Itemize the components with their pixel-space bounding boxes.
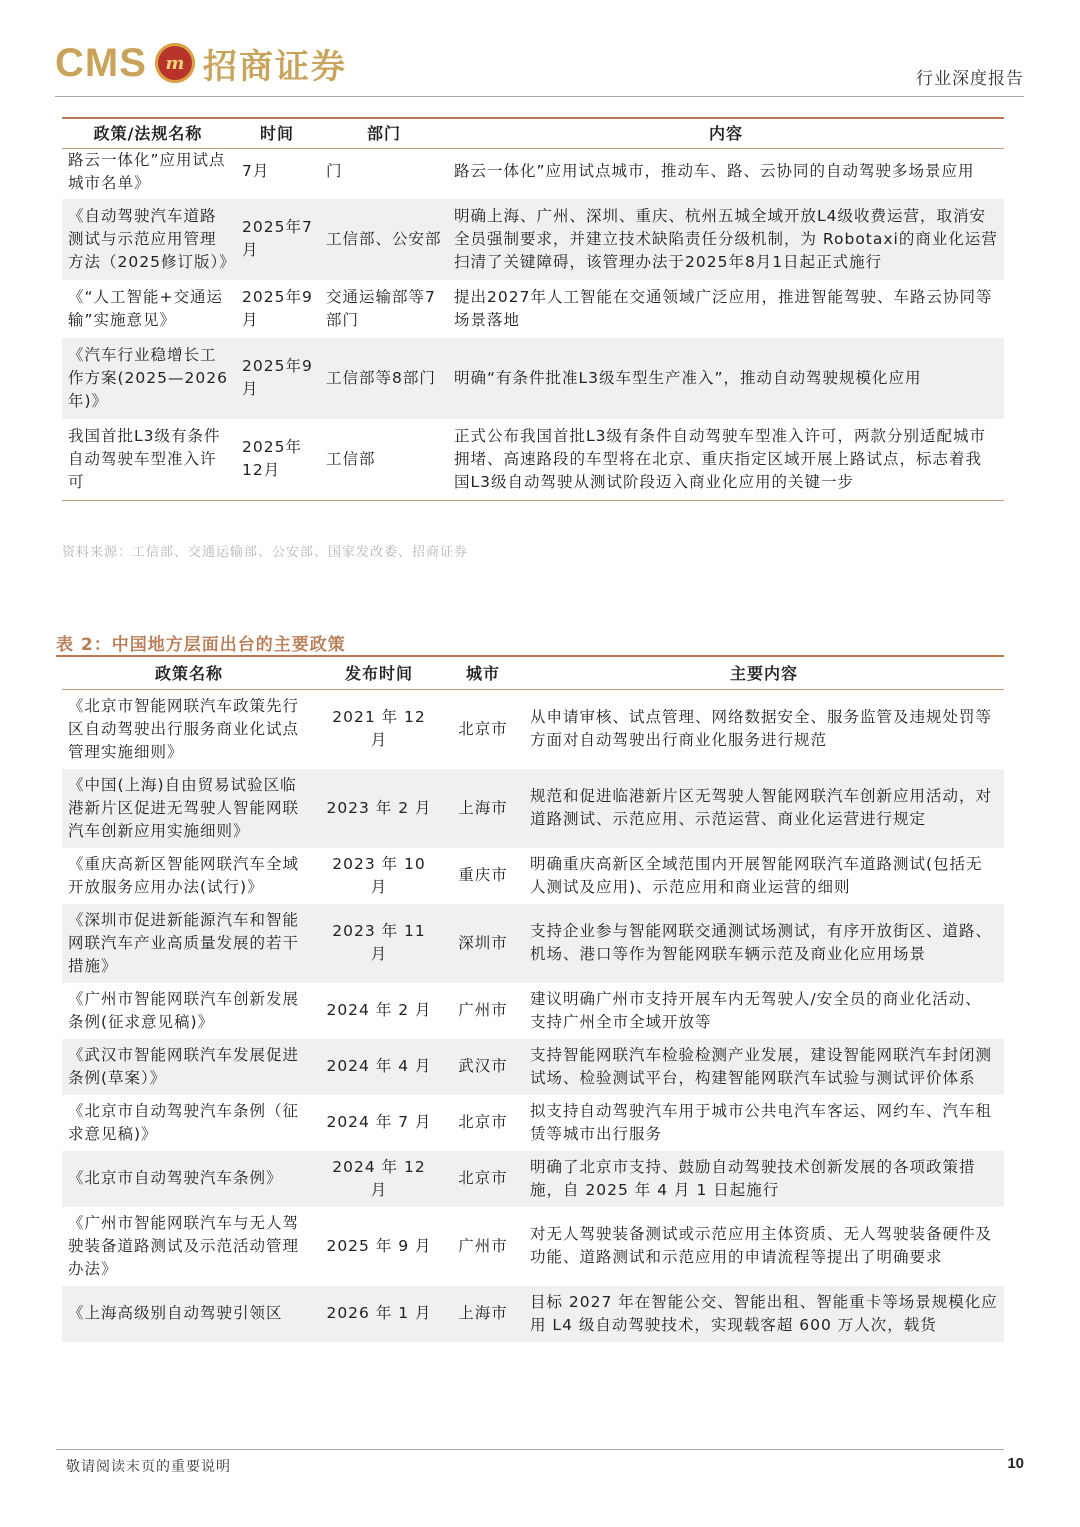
page-number: 10 [1007,1455,1024,1472]
time-cell: 2023 年 2 月 [316,769,442,848]
column-header: 政策名称 [62,659,316,689]
table-row [62,1095,1004,1151]
table-title: 表 2：中国地方层面出台的主要政策 [56,635,346,655]
time-cell: 2023 年 11 月 [316,904,442,983]
report-type-label: 行业深度报告 [916,69,1024,89]
city-cell: 北京市 [442,1151,524,1207]
content-cell: 路云一体化”应用试点城市，推动车、路、云协同的自动驾驶多场景应用 [454,162,975,180]
table-row [62,689,1004,769]
time-cell: 2024 年 12 月 [316,1151,442,1207]
time-cell: 2021 年 12 月 [332,708,426,749]
content-cell: 明确上海、广州、深圳、重庆、杭州五城全域开放L4级收费运营，取消安全员强制要求，并建立技术缺陷责任分级机制，为 Robotaxi的商业化运营扫清了关键障碍，该管理办法于2025年8月1日起正式施行 [448,199,1004,280]
content-cell: 明确了北京市支持、鼓励自动驾驶技术创新发展的各项政策措施，自 2025 年 4 月 1 日起施行 [524,1151,1004,1207]
table-title-divider [56,655,1004,657]
content-cell: 从申请审核、试点管理、网络数据安全、服务监管及违规处罚等方面对自动驾驶出行商业化服务进行规范 [530,708,993,749]
column-header: 时间 [234,118,320,148]
content-cell: 明确“有条件批准L3级车型生产准入”，推动自动驾驶规模化应用 [448,338,1004,419]
time-cell: 2024 年 7 月 [326,1113,432,1131]
policy-name-cell: 《北京市智能网联汽车政策先行区自动驾驶出行服务商业化试点管理实施细则》 [68,696,300,761]
table-row [62,983,1004,1039]
table-header-row [62,118,1004,148]
policy-name-cell: 《中国(上海)自由贸易试验区临港新片区促进无驾驶人智能网联汽车创新应用实施细则》 [62,769,316,848]
footer-divider [56,1449,1004,1450]
column-header: 内容 [448,118,1004,148]
header-divider [55,96,1024,97]
policy-name-cell: 《自动驾驶汽车道路测试与示范应用管理方法（2025修订版）》 [62,199,234,280]
national-policy-table [62,117,1004,501]
policy-name-cell: 《北京市自动驾驶汽车条例》 [62,1151,316,1207]
policy-name-cell: 《武汉市智能网联汽车发展促进条例(草案）》 [62,1039,316,1095]
table-row [62,769,1004,848]
city-cell: 广州市 [458,1236,508,1255]
city-cell: 北京市 [458,1113,508,1131]
policy-name-cell: 我国首批L3级有条件自动驾驶车型准入许可 [62,419,234,501]
policy-name-cell: 《汽车行业稳增长工作方案(2025—2026年)》 [62,338,234,419]
city-cell: 重庆市 [458,866,508,884]
content-cell: 规范和促进临港新片区无驾驶人智能网联汽车创新应用活动，对道路测试、示范应用、示范运营、商业化运营进行规定 [524,769,1004,848]
city-cell: 上海市 [442,1286,524,1342]
table-header-row [62,659,1004,689]
time-cell: 2025年9月 [242,287,313,329]
table-row [62,280,1004,338]
time-cell: 2025 年 9 月 [326,1236,432,1255]
policy-name-cell: 《广州市智能网联汽车创新发展条例(征求意见稿)》 [68,989,300,1031]
dept-cell: 工信部、公安部 [320,199,448,280]
cms-logo [55,38,347,88]
table-row [62,199,1004,280]
disclaimer-note: 敬请阅读末页的重要说明 [66,1459,231,1475]
policy-name-cell: 《深圳市促进新能源汽车和智能网联汽车产业高质量发展的若干措施》 [62,904,316,983]
content-cell: 提出2027年人工智能在交通领域广泛应用，推进智能驾驶、车路云协同等场景落地 [454,287,993,329]
city-cell: 深圳市 [442,904,524,983]
time-cell: 2026 年 1 月 [316,1286,442,1342]
table-row [62,848,1004,904]
policy-name-cell: 《广州市智能网联汽车与无人驾驶装备道路测试及示范活动管理办法》 [68,1213,300,1278]
table-row [62,1207,1004,1286]
dept-cell: 交通运输部等7部门 [326,287,436,329]
content-cell: 对无人驾驶装备测试或示范应用主体资质、无人驾驶装备硬件及功能、道路测试和示范应用的申请流程等提出了明确要求 [530,1225,993,1266]
time-cell: 2025年12月 [234,419,320,501]
time-cell: 2025年9月 [234,338,320,419]
column-header: 主要内容 [524,659,1004,689]
column-header: 发布时间 [316,659,442,689]
table-row [62,148,1004,199]
city-cell: 武汉市 [442,1039,524,1095]
table-row [62,1286,1004,1342]
content-cell: 支持智能网联汽车检验检测产业发展，建设智能网联汽车封闭测试场、检验测试平台，构建智能网联汽车试验与测试评价体系 [524,1039,1004,1095]
policy-name-cell: 路云一体化”应用试点城市名单》 [68,150,226,192]
content-cell: 目标 2027 年在智能公交、智能出租、智能重卡等场景规模化应用 L4 级自动驾驶技术，实现载客超 600 万人次，载货 [524,1286,1004,1342]
time-cell: 2024 年 2 月 [326,1001,432,1019]
dept-cell: 门 [326,162,343,180]
policy-name-cell: 《上海高级别自动驾驶引领区 [62,1286,316,1342]
city-cell: 广州市 [458,1001,508,1019]
table-row [62,419,1004,501]
time-cell: 2025年7月 [234,199,320,280]
content-cell: 明确重庆高新区全域范围内开展智能网联汽车道路测试(包括无人测试及应用)、示范应用和商业运营的细则 [530,854,983,896]
policy-name-cell: 《“人工智能+交通运输”实施意见》 [68,287,224,329]
column-header: 政策/法规名称 [62,118,234,148]
table-row [62,338,1004,419]
table-row [62,1039,1004,1095]
dept-cell: 工信部等8部门 [320,338,448,419]
table-row [62,1151,1004,1207]
logo-text-en: CMS [55,40,147,85]
city-cell: 上海市 [442,769,524,848]
city-cell: 北京市 [458,719,508,738]
local-policy-table [62,659,1004,1342]
content-cell: 建议明确广州市支持开展车内无驾驶人/安全员的商业化活动、支持广州全市全域开放等 [530,989,982,1031]
logo-badge-icon: m [155,43,195,83]
page-header [0,0,1080,100]
content-cell: 支持企业参与智能网联交通测试场测试，有序开放街区、道路、机场、港口等作为智能网联车辆示范及商业化应用场景 [524,904,1004,983]
column-header: 城市 [442,659,524,689]
time-cell: 2024 年 4 月 [316,1039,442,1095]
time-cell: 7月 [242,162,270,180]
dept-cell: 工信部 [320,419,448,501]
column-header: 部门 [320,118,448,148]
logo-text-cn: 招商证券 [202,46,347,87]
source-note: 资料来源：工信部、交通运输部、公安部、国家发改委、招商证券 [62,545,469,560]
policy-name-cell: 《重庆高新区智能网联汽车全域开放服务应用办法(试行)》 [68,854,300,896]
policy-name-cell: 《北京市自动驾驶汽车条例（征求意见稿)》 [68,1101,300,1143]
content-cell: 正式公布我国首批L3级有条件自动驾驶车型准入许可，两款分别适配城市拥堵、高速路段的车型将在北京、重庆指定区域开展上路试点，标志着我国L3级自动驾驶从测试阶段迈入商业化应用的关键一步 [448,419,1004,501]
time-cell: 2023 年 10 月 [332,854,426,896]
content-cell: 拟支持自动驾驶汽车用于城市公共电汽车客运、网约车、汽车租赁等城市出行服务 [530,1101,993,1143]
table-row [62,904,1004,983]
